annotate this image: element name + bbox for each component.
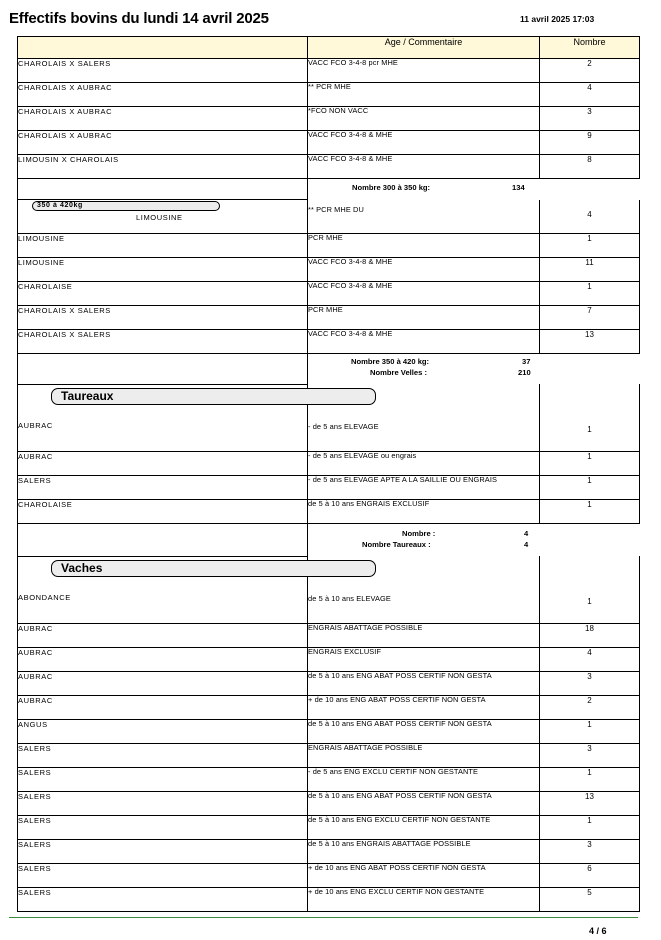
table-row — [18, 815, 640, 839]
breed-cell: CHAROLAIS X SALERS — [18, 305, 308, 329]
table-row — [18, 743, 640, 767]
count-cell: 1 — [540, 719, 640, 743]
count-cell: 3 — [540, 743, 640, 767]
count-cell: 3 — [540, 839, 640, 863]
table-row — [18, 409, 640, 452]
table-row — [18, 475, 640, 499]
breed-cell: SALERS — [18, 887, 308, 911]
footer-divider — [9, 917, 638, 918]
summary-label: Nombre 300 à 350 kg: — [352, 183, 431, 192]
comment-cell: PCR MHE — [308, 305, 540, 329]
table-row — [18, 107, 640, 131]
report-title: Effectifs bovins du lundi 14 avril 2025 — [9, 10, 269, 27]
page-number: 4 / 6 — [589, 926, 607, 936]
count-cell: 4 — [540, 83, 640, 107]
count-cell: 8 — [540, 155, 640, 179]
summary-value: 37 — [522, 356, 531, 366]
table-row — [18, 863, 640, 887]
comment-cell: de 5 à 10 ans ELEVAGE — [308, 581, 540, 624]
breed-cell: SALERS — [18, 743, 308, 767]
summary-350-420 — [18, 353, 640, 384]
comment-cell: - de 5 ans ELEVAGE ou engrais — [308, 451, 540, 475]
breed-cell: CHAROLAISE — [18, 281, 308, 305]
count-cell: 3 — [540, 671, 640, 695]
table-row — [18, 767, 640, 791]
count-cell: 2 — [540, 695, 640, 719]
summary-value: 210 — [518, 367, 531, 377]
table-row — [18, 131, 640, 155]
count-cell: 1 — [540, 281, 640, 305]
breed-cell: SALERS — [18, 767, 308, 791]
comment-cell: ENGRAIS EXCLUSIF — [308, 647, 540, 671]
comment-cell: de 5 à 10 ans ENG ABAT POSS CERTIF NON GESTA — [308, 671, 540, 695]
count-cell: 1 — [540, 815, 640, 839]
table-row — [18, 695, 640, 719]
table-row — [18, 329, 640, 353]
summary-label: Nombre 350 à 420 kg: — [351, 356, 430, 366]
table-row — [18, 647, 640, 671]
count-cell: 1 — [540, 475, 640, 499]
count-cell: 5 — [540, 887, 640, 911]
breed-cell: CHAROLAISE — [18, 499, 308, 523]
summary-label: Nombre Taureaux : — [362, 539, 431, 549]
comment-cell: + de 10 ans ENG ABAT POSS CERTIF NON GESTA — [308, 695, 540, 719]
count-cell: 13 — [540, 329, 640, 353]
comment-cell: VACC FCO 3-4-8 & MHE — [308, 155, 540, 179]
comment-cell: de 5 à 10 ans ENG EXCLU CERTIF NON GESTANTE — [308, 815, 540, 839]
count-cell: 11 — [540, 257, 640, 281]
comment-cell: - de 5 ans ENG EXCLU CERTIF NON GESTANTE — [308, 767, 540, 791]
breed-cell: LIMOUSIN X CHAROLAIS — [18, 155, 308, 179]
table-row — [18, 59, 640, 83]
print-timestamp: 11 avril 2025 17:03 — [520, 14, 595, 24]
breed-cell: CHAROLAIS X AUBRAC — [18, 131, 308, 155]
breed-cell: CHAROLAIS X SALERS — [18, 329, 308, 353]
comment-cell: de 5 à 10 ans ENG ABAT POSS CERTIF NON GESTA — [308, 719, 540, 743]
table-row — [18, 499, 640, 523]
section-vaches — [18, 556, 640, 581]
count-cell: 4 — [540, 647, 640, 671]
comment-cell: de 5 à 10 ans ENGRAIS EXCLUSIF — [308, 499, 540, 523]
header-blank-cell — [18, 37, 308, 59]
summary-value: 134 — [512, 183, 525, 192]
table-row — [18, 623, 640, 647]
comment-cell: ENGRAIS ABATTAGE POSSIBLE — [308, 623, 540, 647]
table-row — [18, 305, 640, 329]
count-cell: 1 — [540, 409, 640, 452]
count-cell: 1 — [540, 499, 640, 523]
breed-cell: AUBRAC — [18, 451, 308, 475]
table-row — [18, 887, 640, 911]
table-header-row — [18, 37, 640, 59]
summary-300-350 — [18, 179, 640, 200]
comment-cell: + de 10 ans ENG EXCLU CERTIF NON GESTANTE — [308, 887, 540, 911]
summary-taureaux — [18, 523, 640, 556]
comment-cell: *FCO NON VACC — [308, 107, 540, 131]
count-cell: 6 — [540, 863, 640, 887]
count-cell: 7 — [540, 305, 640, 329]
count-cell: 1 — [540, 451, 640, 475]
breed-cell: SALERS — [18, 815, 308, 839]
breed-cell: AUBRAC — [18, 671, 308, 695]
summary-value: 4 — [524, 539, 529, 549]
breed-cell: LIMOUSINE — [18, 257, 308, 281]
breed-cell: AUBRAC — [18, 647, 308, 671]
breed-cell: ABONDANCE — [18, 581, 308, 624]
table-row — [18, 839, 640, 863]
table-row — [18, 451, 640, 475]
count-cell: 1 — [540, 581, 640, 624]
breed-cell: ANGUS — [18, 719, 308, 743]
table-row — [18, 155, 640, 179]
comment-cell: de 5 à 10 ans ENGRAIS ABATTAGE POSSIBLE — [308, 839, 540, 863]
breed-cell: LIMOUSINE — [18, 233, 308, 257]
comment-cell: VACC FCO 3-4-8 & MHE — [308, 281, 540, 305]
breed-cell: AUBRAC — [18, 409, 308, 452]
comment-cell: - de 5 ans ELEVAGE — [308, 409, 540, 452]
breed-cell: SALERS — [18, 791, 308, 815]
comment-cell: VACC FCO 3-4-8 pcr MHE — [308, 59, 540, 83]
breed-cell: AUBRAC — [18, 623, 308, 647]
summary-label: Nombre : — [402, 528, 436, 538]
comment-cell: + de 10 ans ENG ABAT POSS CERTIF NON GESTA — [308, 863, 540, 887]
count-cell: 13 — [540, 791, 640, 815]
count-cell: 1 — [540, 767, 640, 791]
comment-cell: - de 5 ans ELEVAGE APTE A LA SAILLIE OU ENGRAIS — [308, 475, 540, 499]
table-row — [18, 581, 640, 624]
table-row — [18, 719, 640, 743]
comment-cell: VACC FCO 3-4-8 & MHE — [308, 257, 540, 281]
group-heading-pill: 350 à 420kg — [32, 201, 220, 211]
count-cell: 9 — [540, 131, 640, 155]
comment-cell: PCR MHE — [308, 233, 540, 257]
count-cell: 4 — [540, 200, 640, 234]
count-cell: 3 — [540, 107, 640, 131]
breed-cell: CHAROLAIS X AUBRAC — [18, 107, 308, 131]
comment-cell: ** PCR MHE DU — [308, 200, 540, 234]
breed-cell: LIMOUSINE — [136, 213, 183, 222]
table-row — [18, 233, 640, 257]
breed-cell: CHAROLAIS X AUBRAC — [18, 83, 308, 107]
comment-cell: de 5 à 10 ans ENG ABAT POSS CERTIF NON GESTA — [308, 791, 540, 815]
table-row — [18, 791, 640, 815]
header-count: Nombre — [540, 37, 640, 59]
breed-cell: SALERS — [18, 475, 308, 499]
comment-cell: ** PCR MHE — [308, 83, 540, 107]
table-row — [18, 200, 640, 234]
summary-label: Nombre Velles : — [370, 367, 427, 377]
breed-cell: SALERS — [18, 839, 308, 863]
count-cell: 1 — [540, 233, 640, 257]
comment-cell: ENGRAIS ABATTAGE POSSIBLE — [308, 743, 540, 767]
table-row — [18, 671, 640, 695]
count-cell: 18 — [540, 623, 640, 647]
header-age-comment: Age / Commentaire — [308, 37, 540, 59]
livestock-table — [17, 36, 640, 912]
section-taureaux — [18, 384, 640, 409]
table-row — [18, 83, 640, 107]
comment-cell: VACC FCO 3-4-8 & MHE — [308, 131, 540, 155]
breed-cell: CHAROLAIS X SALERS — [18, 59, 308, 83]
breed-cell: AUBRAC — [18, 695, 308, 719]
table-row — [18, 257, 640, 281]
breed-cell: SALERS — [18, 863, 308, 887]
comment-cell: VACC FCO 3-4-8 & MHE — [308, 329, 540, 353]
section-heading-pill: Vaches — [51, 560, 376, 577]
summary-value: 4 — [524, 528, 529, 538]
count-cell: 2 — [540, 59, 640, 83]
section-heading-pill: Taureaux — [51, 388, 376, 405]
table-row — [18, 281, 640, 305]
